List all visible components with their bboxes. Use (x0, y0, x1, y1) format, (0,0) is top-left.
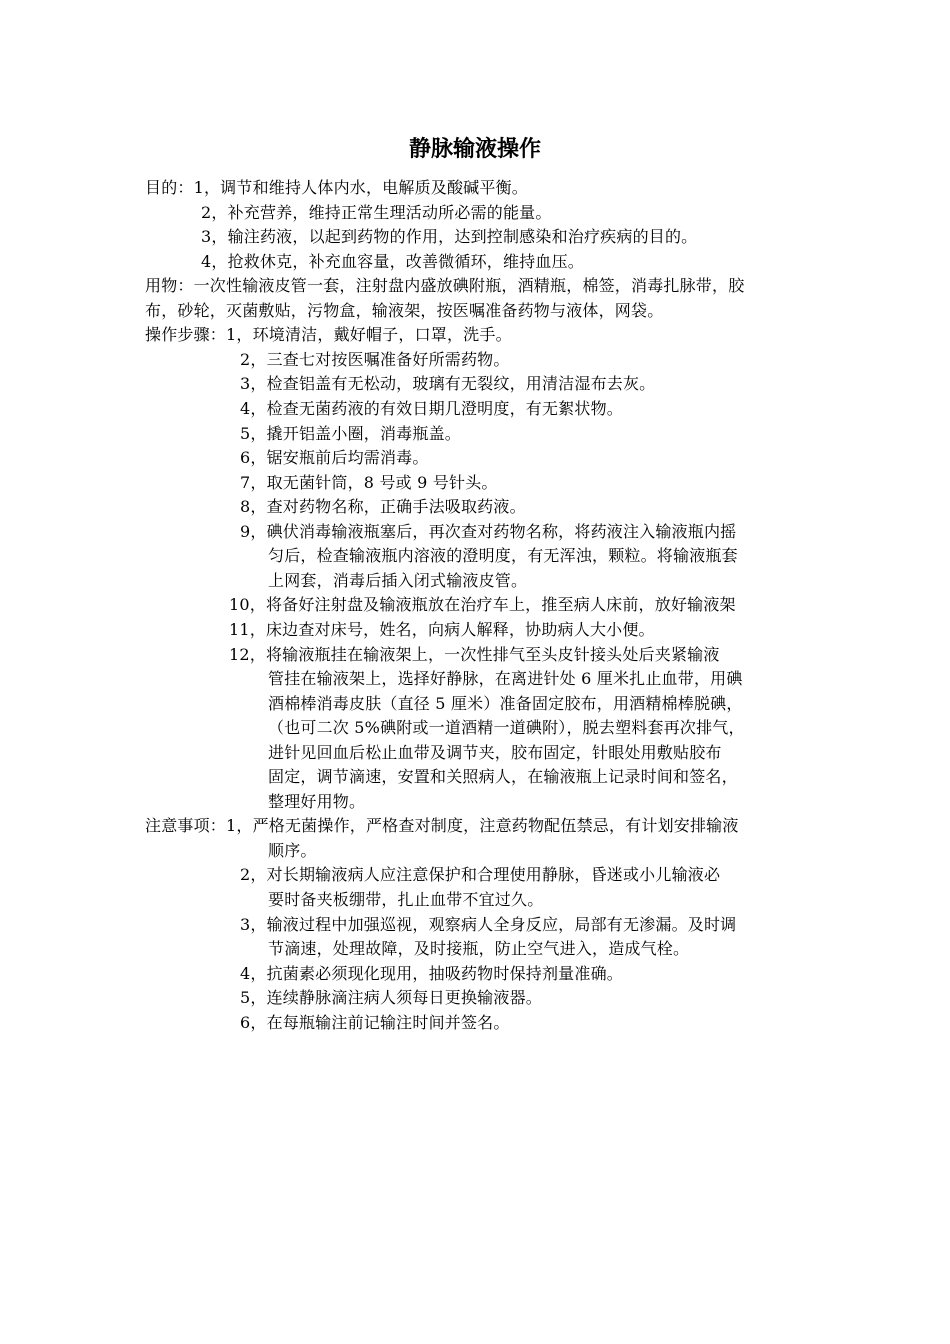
text-line: （也可二次 5%碘附或一道酒精一道碘附），脱去塑料套再次排气， (268, 718, 745, 738)
text-line: 节滴速，处理故障，及时接瓶，防止空气进入，造成气栓。 (268, 939, 690, 959)
text-line: 3，检查铝盖有无松动，玻璃有无裂纹，用清洁湿布去灰。 (240, 374, 656, 394)
text-line: 8，查对药物名称，正确手法吸取药液。 (240, 497, 526, 517)
text-line: 目的：1，调节和维持人体内水，电解质及酸碱平衡。 (145, 178, 528, 197)
text-line: 4，抗菌素必须现化现用，抽吸药物时保持剂量准确。 (240, 963, 623, 983)
text-line: 布，砂轮，灭菌敷贴，污物盒，输液架，按医嘱准备药物与液体，网袋。 (145, 300, 664, 320)
text-line: 3，输注药液，以起到药物的作用，达到控制感染和治疗疾病的目的。 (201, 227, 698, 247)
text-line: 匀后，检查输液瓶内溶液的澄明度，有无浑浊，颗粒。将输液瓶套 (268, 546, 738, 566)
text-line: 2，对长期输液病人应注意保护和合理使用静脉，昏迷或小儿输液必 (240, 865, 721, 885)
text-line: 注意事项：1，严格无菌操作，严格查对制度，注意药物配伍禁忌，有计划安排输液 (145, 816, 739, 836)
text-line: 2，三查七对按医嘱准备好所需药物。 (240, 349, 510, 369)
text-line: 4，检查无菌药液的有效日期几澄明度，有无絮状物。 (240, 399, 623, 418)
text-line: 操作步骤：1，环境清洁，戴好帽子，口罩，洗手。 (145, 325, 512, 345)
text-line: 5，撬开铝盖小圈，消毒瓶盖。 (240, 423, 461, 443)
text-line: 上网套，消毒后插入闭式输液皮管。 (268, 570, 528, 590)
text-line: 6，在每瓶输注前记输注时间并签名。 (240, 1012, 510, 1032)
text-line: 顺序。 (268, 840, 317, 860)
text-line: 酒棉棒消毒皮肤（直径 5 厘米）准备固定胶布，用酒精棉棒脱碘， (268, 693, 743, 713)
text-line: 要时备夹板绷带，扎止血带不宜过久。 (268, 890, 544, 909)
text-line: 2，补充营养，维持正常生理活动所必需的能量。 (201, 202, 552, 222)
text-line: 12，将输液瓶挂在输液架上，一次性排气至头皮针接头处后夹紧输液 (229, 644, 720, 664)
text-line: 4，抢救休克，补充血容量，改善微循环，维持血压。 (201, 251, 584, 271)
text-line: 管挂在输液架上，选择好静脉，在离进针处 6 厘米扎止血带，用碘 (268, 669, 743, 688)
text-line: 5，连续静脉滴注病人须每日更换输液器。 (240, 988, 542, 1008)
text-line: 11，床边查对床号，姓名，向病人解释，协助病人大小便。 (229, 619, 655, 639)
text-line: 3，输液过程中加强巡视，观察病人全身反应，局部有无渗漏。及时调 (240, 914, 737, 934)
text-line: 10，将备好注射盘及输液瓶放在治疗车上，推至病人床前，放好输液架 (229, 595, 736, 615)
text-line: 用物：一次性输液皮管一套，注射盘内盛放碘附瓶，酒精瓶，棉签，消毒扎脉带，胶 (145, 276, 745, 296)
text-line: 9，碘伏消毒输液瓶塞后，再次查对药物名称，将药液注入输液瓶内摇 (240, 521, 737, 541)
text-line: 6，锯安瓶前后均需消毒。 (240, 448, 429, 468)
text-line: 固定，调节滴速，安置和关照病人，在输液瓶上记录时间和签名， (268, 767, 738, 787)
text-line: 整理好用物。 (268, 791, 366, 811)
text-line: 7，取无菌针筒，8 号或 9 号针头。 (240, 472, 498, 492)
text-line: 进针见回血后松止血带及调节夹，胶布固定，针眼处用敷贴胶布 (268, 742, 722, 762)
document-title: 静脉输液操作 (408, 137, 541, 162)
